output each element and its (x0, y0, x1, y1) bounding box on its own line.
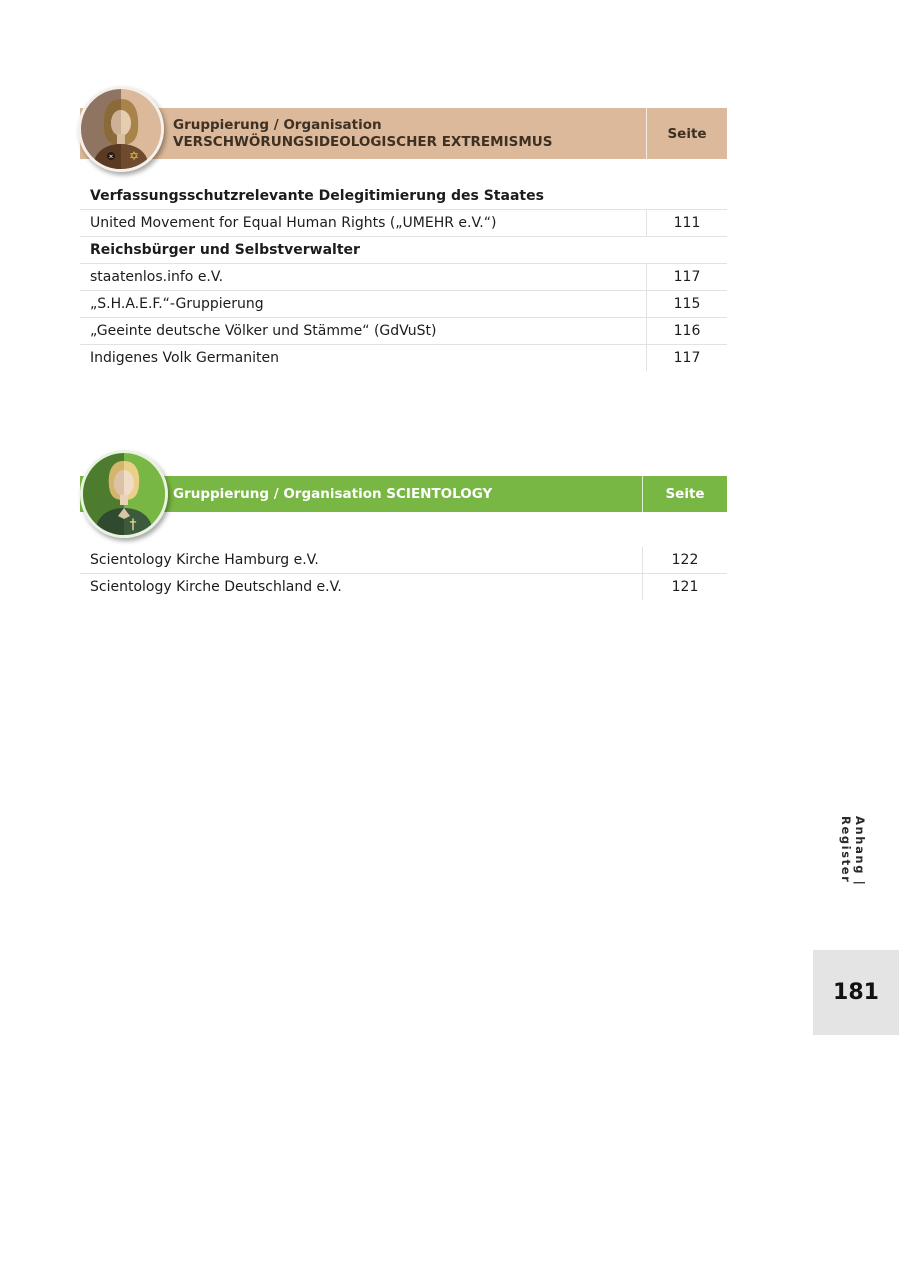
row-name: Reichsbürger und Selbstverwalter (90, 242, 360, 258)
row-name: Scientology Kirche Deutschland e.V. (90, 579, 342, 595)
row-name: staatenlos.info e.V. (90, 269, 224, 285)
header-seite: Seite (642, 476, 727, 512)
row-page: 115 (646, 291, 727, 317)
row-page: 117 (646, 345, 727, 371)
row-name: Verfassungsschutzrelevante Delegitimierung des Staates (90, 188, 544, 204)
list-item (80, 574, 727, 600)
list-item (80, 547, 727, 574)
list-subheading (80, 237, 727, 264)
row-page (647, 237, 727, 263)
entry-list (80, 183, 727, 371)
header-title (80, 108, 646, 159)
person-avatar-icon (80, 450, 168, 538)
list-item (80, 264, 727, 291)
page-number: 181 (813, 950, 899, 1035)
list-item (80, 210, 727, 237)
row-page: 121 (642, 574, 727, 600)
header-seite: Seite (646, 108, 727, 159)
list-item (80, 345, 727, 371)
row-page: 122 (642, 547, 727, 573)
row-name: „Geeinte deutsche Völker und Stämme“ (GdVuSt) (90, 323, 437, 339)
row-page: 117 (646, 264, 727, 290)
section-label: Anhang | Register (839, 816, 867, 887)
list-subheading (80, 183, 727, 210)
list-item (80, 291, 727, 318)
svg-text:†: † (129, 517, 137, 533)
row-page (647, 183, 727, 209)
row-page: 116 (646, 318, 727, 344)
header-title-line2: VERSCHWÖRUNGSIDEOLOGISCHER EXTREMISMUS (173, 133, 553, 150)
section-header (80, 476, 727, 512)
header-title-line1: Gruppierung / Organisation SCIENTOLOGY (173, 485, 493, 502)
svg-text:✕: ✕ (108, 153, 114, 161)
section-header (80, 108, 727, 159)
row-name: Indigenes Volk Germaniten (90, 350, 279, 366)
woman-avatar-icon (78, 86, 164, 172)
entry-list (80, 547, 727, 600)
svg-text:✡: ✡ (128, 149, 140, 163)
list-item (80, 318, 727, 345)
row-name: United Movement for Equal Human Rights („UMEHR e.V.“) (90, 215, 497, 231)
header-title-line1: Gruppierung / Organisation (173, 116, 382, 133)
row-name: „S.H.A.E.F.“-Gruppierung (90, 296, 264, 312)
row-page: 111 (646, 210, 727, 236)
row-name: Scientology Kirche Hamburg e.V. (90, 552, 319, 568)
